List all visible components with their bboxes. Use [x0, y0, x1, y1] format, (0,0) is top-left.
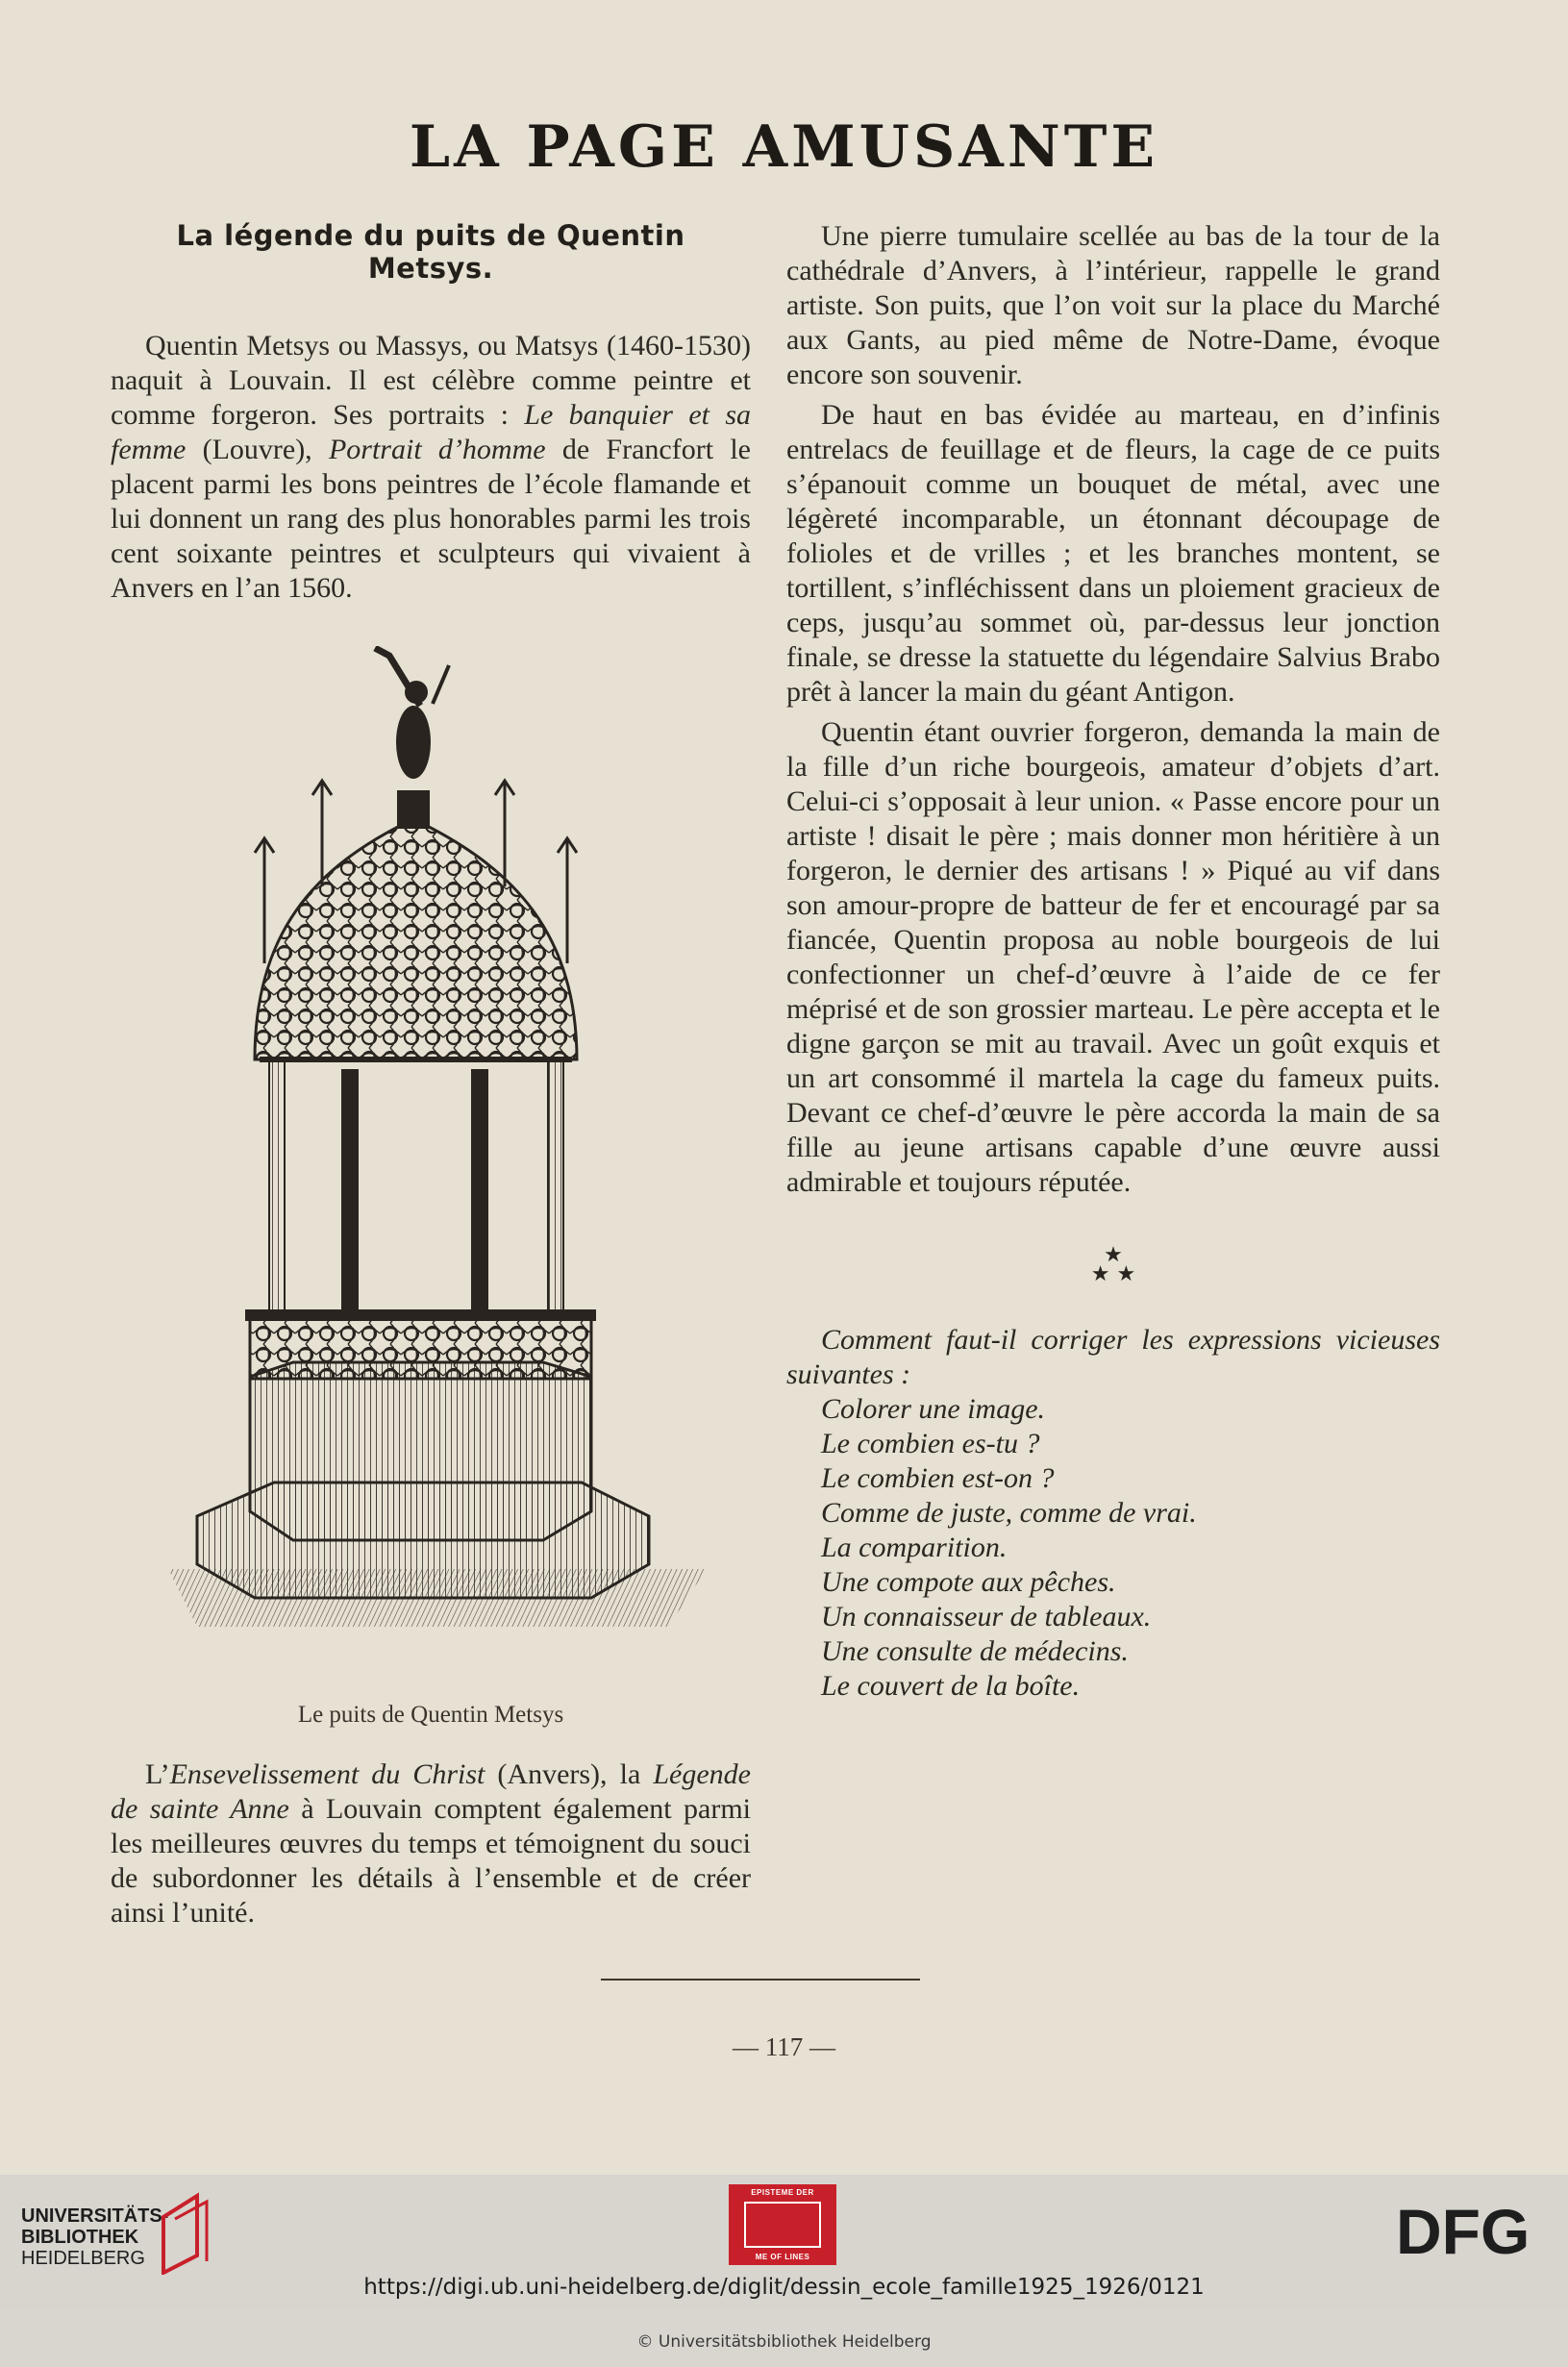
logo-line: HEIDELBERG [21, 2248, 145, 2269]
page-number: — 117 — [733, 2032, 835, 2061]
ep-emblem-icon [744, 2202, 821, 2248]
closing-paragraph [111, 1757, 751, 1931]
university-library-logo[interactable] [21, 2205, 168, 2269]
italic-title: Portrait d’homme [328, 434, 546, 465]
well-illustration [111, 646, 751, 1694]
star-glyph: ★ [1104, 1243, 1123, 1267]
paragraph: Une pierre tumulaire scellée au bas de la tour de la cathédrale d’Anvers, à l’intérieur, rappelle le grand artiste. Son puits, que l’on voit sur la place du Marché aux Gants, au pied même de Notre-Dame, évoque encore son souvenir. [786, 220, 1440, 390]
page-title: LA PAGE AMUSANTE [409, 113, 1159, 181]
quiz-item: Colorer une image. [821, 1393, 1046, 1425]
left-column [111, 219, 751, 1931]
paragraph: De haut en bas évidée au marteau, en d’infinis entrelacs de feuillage et de fleurs, la cage de ce puits s’épanouit comme un bouquet de métal, avec une légèreté incomparable, un étonnant découpage de folioles et de vrilles ; et les branches montent, se tortillent, s’infléchissent dans un ploiement gracieux de ceps, jusqu’au sommet où, par-dessus leur jonction finale, se dresse la statuette du légendaire Salvius Brabo prêt à lancer la main du géant Antigon. [786, 399, 1440, 708]
logo-line: UNIVERSITÄTS- [21, 2205, 169, 2227]
library-book-icon [154, 2188, 221, 2275]
quiz-item: La comparition. [821, 1532, 1008, 1563]
paragraph: Quentin étant ouvrier forgeron, demanda la main de la fille d’un riche bourgeois, amateur d’objets d’art. Celui-ci s’opposait à leur union. « Passe encore pour un artiste ! disait le père ; mais donner mon héritière à un forgeron, le dernier des artisans ! » Piqué au vif dans son amour-propre de batteur de fer et encouragé par sa fiancée, Quentin proposa au noble bourgeois de lui confectionner un chef-d’œuvre à l’aide de ce fer méprisé et de son grossier marteau. Le père accepta et le digne garçon se mit au travail. Avec un goût exquis et un art consommé il martela la cage du fameux puits. Devant ce chef-d’œuvre le père accorda la main de sa fille au jeune artisans capable d’une œuvre aussi admirable et toujours réputée. [786, 716, 1440, 1198]
quiz-item: Une compote aux pêches. [821, 1566, 1116, 1598]
text-run: de Francfort le placent parmi les bons peintres de l’école flamande et lui donnent un rang des plus honorables parmi les trois cent soixante peintres et sculpteurs qui vivaient à Anvers en l’an 1560. [111, 434, 751, 604]
italic-title: Le banquier et sa femme [111, 399, 752, 465]
text-run: (Anvers), la [485, 1758, 654, 1790]
star-glyph: ★ ★ [1090, 1262, 1136, 1286]
italic-title: Légende de sainte Anne [111, 1758, 751, 1825]
well-engraving-image [168, 646, 707, 1646]
dfg-logo-text: DFG [1396, 2198, 1531, 2265]
quiz-item: Le combien es-tu ? [821, 1428, 1040, 1459]
figure-caption: Le puits de Quentin Metsys [297, 1702, 564, 1728]
article-heading: La légende du puits de Quentin Metsys. [176, 219, 685, 285]
intro-paragraph [111, 329, 751, 606]
episteme-logo[interactable] [729, 2184, 836, 2265]
quiz-item: Une consulte de médecins. [821, 1635, 1129, 1667]
quiz-item: Comme de juste, comme de vrai. [821, 1497, 1197, 1529]
text-run: Quentin Metsys ou Massys, ou Matsys (1460-1530) naquit à Louvain. Il est célèbre comme peintre et comme forgeron. Ses portraits : [111, 330, 751, 431]
brabo-statuette [375, 648, 449, 829]
logo-line: BIBLIOTHEK [21, 2227, 139, 2248]
italic-title: Ensevelissement du Christ [169, 1758, 485, 1790]
asterism-divider [786, 1243, 1440, 1286]
text-run: L’ [145, 1758, 170, 1790]
ep-logo-line: ME OF LINES [755, 2253, 810, 2261]
quiz-list [786, 1392, 1440, 1704]
quiz-item: Le combien est-on ? [821, 1462, 1055, 1494]
footer-rule [601, 1979, 920, 1981]
ep-logo-line: EPISTEME DER [751, 2188, 814, 2197]
dfg-logo[interactable] [1396, 2198, 1546, 2265]
permalink-url[interactable]: https://digi.ub.uni-heidelberg.de/diglit/dessin_ecole_famille1925_1926/0121 [363, 2275, 1205, 2300]
quiz-item: Le couvert de la boîte. [821, 1670, 1081, 1702]
right-column [786, 219, 1440, 1704]
quiz-item: Un connaisseur de tableaux. [821, 1601, 1152, 1632]
text-run: à Louvain comptent également parmi les meilleures œuvres du temps et témoignent du souci de subordonner les détails à l’ensemble et de créer ainsi l’unité. [111, 1793, 752, 1929]
quiz-intro: Comment faut-il corriger les expressions vicieuses suivantes : [786, 1324, 1440, 1390]
copyright-notice: © Universitätsbibliothek Heidelberg [636, 2332, 932, 2352]
text-run: (Louvre), [186, 434, 329, 465]
